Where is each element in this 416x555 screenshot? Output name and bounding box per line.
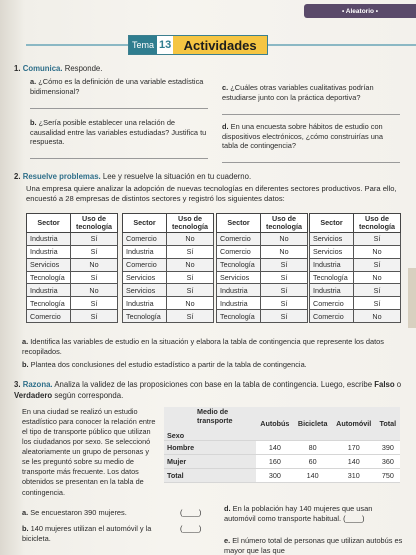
uso-cell: Sí (261, 258, 308, 271)
uso-cell: Sí (71, 232, 118, 245)
question-letter: a. (22, 337, 29, 346)
uso-cell: Sí (167, 310, 214, 323)
verdadero-label: Verdadero (14, 390, 53, 400)
sector-cell: Tecnología (27, 271, 71, 284)
tema-heading (128, 35, 268, 55)
table-row (310, 271, 401, 284)
question-1b (30, 118, 208, 147)
col-header: Autobús (256, 407, 294, 441)
answer-blank[interactable]: (____) (180, 524, 202, 533)
uso-cell: No (261, 232, 308, 245)
table-row (27, 310, 118, 323)
question-letter: b. (30, 118, 37, 127)
statement-3d: d. En la población hay 140 mujeres que usan automóvil como transporte habitual. (____) (224, 504, 373, 523)
table-row (310, 245, 401, 258)
page-title: Actividades (173, 36, 267, 54)
uso-cell: Sí (167, 245, 214, 258)
sector-cell: Servicios (123, 271, 167, 284)
section-title: Razona. (22, 380, 53, 389)
question-2a (22, 337, 406, 356)
answer-blank[interactable]: (____) (343, 513, 365, 523)
section-1-heading (14, 64, 102, 75)
col-header-sector: Sector (310, 214, 354, 233)
connector-text: o (396, 380, 402, 389)
sector-cell: Industria (217, 297, 261, 310)
sector-cell: Industria (310, 284, 354, 297)
table-row (123, 310, 214, 323)
uso-cell: No (354, 310, 401, 323)
uso-cell: Sí (71, 245, 118, 258)
uso-cell: Sí (354, 284, 401, 297)
table-row (27, 232, 118, 245)
table-row: Hombre 140 80 170 390 (164, 441, 400, 455)
question-text: Plantea dos conclusiones del estudio estadístico a partir de la tabla de contingencia. (30, 360, 307, 369)
table-row (27, 258, 118, 271)
question-text: En una encuesta sobre hábitos de estudio con dispositivos electrónicos, ¿cómo construirías una tabla de contingencia? (222, 122, 384, 151)
col-header-sector: Sector (217, 214, 261, 233)
page-edge-tab (408, 268, 416, 328)
section-instruction: Analiza la validez de las proposiciones con base en la tabla de contingencia. Luego, escribe (54, 380, 373, 389)
sector-cell: Industria (27, 284, 71, 297)
uso-cell: No (167, 232, 214, 245)
col-header-sector: Sector (27, 214, 71, 233)
uso-cell: Sí (354, 232, 401, 245)
question-text: Identifica las variables de estudio en la situación y elabora la tabla de contingencia que represente los datos recopilados. (22, 337, 384, 356)
section-number: 1. (14, 64, 21, 73)
question-letter: a. (30, 77, 37, 86)
uso-cell: Sí (261, 310, 308, 323)
question-1d (222, 122, 400, 151)
uso-cell: No (354, 271, 401, 284)
section-2-heading (14, 172, 251, 183)
tema-number: 13 (157, 36, 173, 54)
data-table-2 (122, 213, 214, 323)
question-text: ¿Sería posible establecer una relación de causalidad entre las variables estudiadas? Justifica tu respuesta. (30, 118, 207, 147)
table-row (123, 232, 214, 245)
sector-cell: Comercio (27, 310, 71, 323)
statement-3b: b. 140 mujeres utilizan el automóvil y la bicicleta. (____) (22, 524, 202, 543)
sector-cell: Industria (123, 297, 167, 310)
uso-cell: Sí (261, 284, 308, 297)
table-row (217, 245, 308, 258)
col-header-sector: Sector (123, 214, 167, 233)
table-row (123, 245, 214, 258)
section-number: 2. (14, 172, 21, 181)
sector-cell: Industria (217, 284, 261, 297)
question-text: ¿Cuáles otras variables cualitativas podrían estudiarse junto con la práctica deportiva? (222, 83, 374, 102)
answer-blank[interactable]: (____) (180, 508, 202, 517)
statement-3e: e. El número total de personas que utilizan autobús es mayor que las que (224, 536, 403, 555)
col-header-uso: Uso de tecnología (261, 214, 308, 233)
question-1c (222, 83, 400, 102)
story-paragraph: En una ciudad se realizó un estudio estadístico para conocer la relación entre el tipo de transporte público que utilizan los ciudadanos por sexo. Se seleccionó aleatoriamente un grupo de personas y se les preguntó sobre su medio de transporte más frecuente. Los datos obtenidos se presentan en la tabla de contingencia. (22, 407, 156, 497)
col-header: Bicicleta (294, 407, 332, 441)
table-row (123, 284, 214, 297)
table-row (310, 284, 401, 297)
sector-cell: Comercio (310, 297, 354, 310)
table-row (27, 284, 118, 297)
answer-line[interactable] (30, 158, 208, 159)
section-instruction-tail: según corresponda. (54, 390, 124, 400)
question-text: ¿Cómo es la definición de una variable estadística bidimensional? (30, 77, 204, 96)
table-row (310, 258, 401, 271)
row-header: Total (164, 469, 256, 483)
question-2b (22, 360, 406, 370)
table-row (217, 258, 308, 271)
row-header: Hombre (164, 441, 256, 455)
answer-line[interactable] (30, 108, 208, 109)
table-row (27, 271, 118, 284)
uso-cell: Sí (167, 284, 214, 297)
table-row (27, 245, 118, 258)
section-instruction: Responde. (64, 64, 103, 73)
answer-line[interactable] (222, 162, 400, 163)
sector-cell: Tecnología (217, 258, 261, 271)
row-header: Mujer (164, 455, 256, 469)
uso-cell: No (167, 258, 214, 271)
falso-label: Falso (374, 380, 395, 389)
sector-cell: Servicios (310, 245, 354, 258)
col-header-uso: Uso de tecnología (71, 214, 118, 233)
table-row (310, 297, 401, 310)
section-3-heading (14, 380, 410, 401)
section-title: Comunica. (22, 64, 63, 73)
uso-cell: Sí (167, 271, 214, 284)
uso-cell: Sí (261, 297, 308, 310)
uso-cell: No (71, 284, 118, 297)
sector-cell: Servicios (217, 271, 261, 284)
table-row (27, 297, 118, 310)
sector-cell: Servicios (27, 258, 71, 271)
tema-label: Tema (129, 36, 157, 54)
sector-cell: Tecnología (27, 297, 71, 310)
sector-cell: Industria (27, 232, 71, 245)
section-instruction: Lee y resuelve la situación en tu cuaderno. (102, 172, 252, 181)
sector-cell: Industria (27, 245, 71, 258)
table-row (217, 297, 308, 310)
col-header-uso: Uso de tecnología (167, 214, 214, 233)
col-header: Total (376, 407, 400, 441)
header-band (0, 30, 416, 60)
answer-line[interactable] (222, 114, 400, 115)
uso-cell: No (167, 297, 214, 310)
corner-header: Medio de transporte Sexo (164, 407, 256, 441)
table-row (123, 271, 214, 284)
sector-cell: Comercio (310, 310, 354, 323)
question-letter: b. (22, 360, 29, 369)
sector-cell: Comercio (217, 245, 261, 258)
sector-cell: Industria (310, 258, 354, 271)
sector-cell: Industria (123, 245, 167, 258)
data-table-4 (309, 213, 401, 323)
table-row (123, 297, 214, 310)
col-header-uso: Uso de tecnología (354, 214, 401, 233)
uso-cell: Sí (354, 258, 401, 271)
data-table-3 (216, 213, 308, 323)
question-1a (30, 77, 208, 96)
uso-cell: Sí (71, 297, 118, 310)
sector-cell: Comercio (217, 232, 261, 245)
sector-cell: Comercio (123, 258, 167, 271)
problem-intro: Una empresa quiere analizar la adopción de nuevas tecnologías en diferentes sectores productivos. Para ello, encuestó a 28 empresas de distintos sectores y registró los siguientes datos: (26, 184, 397, 203)
contingency-table (164, 407, 400, 483)
table-row (217, 284, 308, 297)
uso-cell: No (261, 245, 308, 258)
table-row (310, 310, 401, 323)
table-row (310, 232, 401, 245)
topic-badge: • Aleatorio • (304, 4, 416, 18)
uso-cell: Sí (71, 271, 118, 284)
table-row (217, 271, 308, 284)
uso-cell: No (354, 245, 401, 258)
section-title: Resuelve problemas. (22, 172, 101, 181)
sector-cell: Servicios (310, 232, 354, 245)
table-row: Total 300 140 310 750 (164, 469, 400, 483)
uso-cell: Sí (354, 297, 401, 310)
sector-cell: Tecnología (217, 310, 261, 323)
question-letter: c. (222, 83, 229, 92)
statement-3a: a. Se encuestaron 390 mujeres. (____) (22, 508, 202, 517)
sector-cell: Comercio (123, 232, 167, 245)
question-letter: d. (222, 122, 229, 131)
uso-cell: Sí (261, 271, 308, 284)
sector-cell: Servicios (123, 284, 167, 297)
sector-cell: Tecnología (310, 271, 354, 284)
data-table-1 (26, 213, 118, 323)
sector-cell: Tecnología (123, 310, 167, 323)
section-number: 3. (14, 380, 21, 389)
table-row: Mujer 160 60 140 360 (164, 455, 400, 469)
table-row (217, 310, 308, 323)
uso-cell: Sí (71, 310, 118, 323)
col-header: Automóvil (332, 407, 376, 441)
table-row (123, 258, 214, 271)
table-row (217, 232, 308, 245)
uso-cell: No (71, 258, 118, 271)
